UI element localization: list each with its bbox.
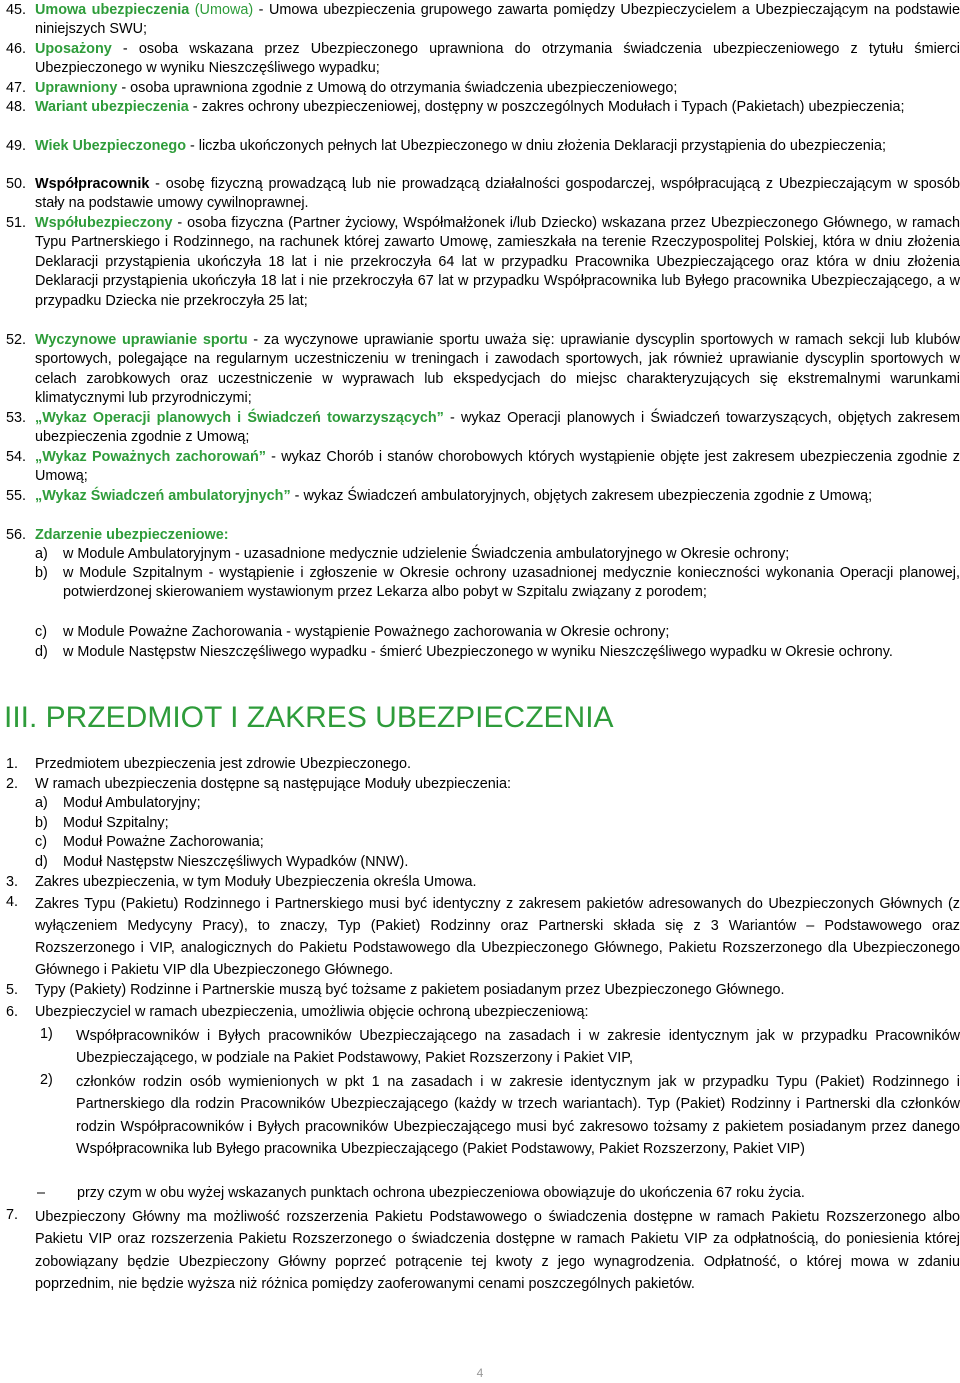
dash-text: przy czym w obu wyżej wskazanych punktach ochrona ubezpieczeniowa obowiązuje do ukończenia 67 roku życia. (77, 1185, 805, 1201)
definition-number: 53. (6, 410, 27, 426)
definition-number: 48. (6, 99, 27, 115)
point-2 (6, 775, 960, 794)
event-item-c (35, 623, 960, 642)
point-4 (6, 893, 960, 981)
point-number: 2. (6, 776, 19, 792)
event-item-label: b) (35, 565, 48, 581)
definition-number: 54. (6, 449, 27, 465)
point-6 (6, 1003, 960, 1022)
definition-48 (6, 98, 960, 117)
point-text: Typy (Pakiety) Rodzinne i Partnerskie muszą być tożsame z pakietem posiadanym przez Ubezpieczonego Głównego. (35, 982, 785, 998)
definition-53 (6, 409, 960, 448)
module-item-c (35, 833, 960, 852)
coverage-item-1 (40, 1025, 960, 1070)
point-3 (6, 873, 960, 892)
definition-47 (6, 79, 960, 98)
event-item-text: w Module Ambulatoryjnym - uzasadnione medycznie udzielenie Świadczenia ambulatoryjnego w Okresie ochrony; (63, 546, 790, 562)
definition-number: 51. (6, 215, 27, 231)
definition-text: - wykaz Chorób i stanów chorobowych których wystąpienie objęte jest zakresem ubezpieczenia zgodnie z Umową; (35, 449, 960, 485)
coverage-item-2 (40, 1071, 960, 1161)
point-text: Zakres ubezpieczenia, w tym Moduły Ubezpieczenia określa Umowa. (35, 874, 477, 890)
module-item-a (35, 794, 960, 813)
definition-term: Wiek Ubezpieczonego (35, 138, 186, 154)
definition-text: - osobę fizyczną prowadzącą lub nie prowadzącą działalności gospodarczej, współpracującą z Ubezpieczającym w sposób stały na podstawie umowy cywilnoprawnej. (35, 176, 960, 212)
point-1 (6, 755, 960, 774)
definition-number: 56. (6, 527, 27, 543)
event-item-a (35, 545, 960, 564)
definition-term: Zdarzenie ubezpieczeniowe: (35, 527, 229, 543)
dash-label: – (37, 1185, 46, 1201)
event-item-label: d) (35, 644, 48, 660)
definition-text: - osoba fizyczna (Partner życiowy, Współmałżonek i/lub Dziecko) wskazana przez Ubezpieczonego Głównego, w ramach Typu Partnerskiego i Rodzinnego, na rachunek której zawarto Umowę, zamieszkała na terenie Rzeczypospolitej Polskiej, która w dniu złożenia Deklaracji przystąpienia ukończyła 18 lat i nie przekroczyła 64 lat w przypadku Pracownika Ubezpieczającego oraz która w dniu złożenia Deklaracji przystąpienia ukończyła 18 lat i nie przekroczyła 67 lat w przypadku Współpracownika lub Byłego pracownika Ubezpieczającego, a w przypadku Dziecka nie przekroczyła 25 lat; (35, 215, 960, 309)
definition-text: - osoba wskazana przez Ubezpieczonego uprawniona do otrzymania świadczenia ubezpieczeniowego z tytułu śmierci Ubezpieczonego w wyniku Nieszczęśliwego wypadku; (35, 41, 960, 77)
event-item-label: c) (35, 624, 47, 640)
module-item-d (35, 853, 960, 872)
definition-45 (6, 1, 960, 40)
definition-term: Wyczynowe uprawianie sportu (35, 332, 248, 348)
definition-text: - Umowa ubezpieczenia grupowego zawarta pomiędzy Ubezpieczycielem a Ubezpieczającym na podstawie niniejszych SWU; (35, 2, 960, 38)
coverage-item-text: członków rodzin osób wymienionych w pkt 1 na zasadach i w zakresie identycznym jak w przypadku Typu (Pakiet) Rodzinnego i Partnerskiego dla rodzin Pracowników Ubezpieczającego (każdy w trzech wariantach). Typ (Pakiet) Rodzinny i Partnerski dla członków rodzin Współpracowników i Byłych pracowników Ubezpieczającego musi być zakresowo tożsamy z pakietem posiadanym przez danego Współpracownika lub Byłego pracownika Ubezpieczającego (Pakiet Podstawowy, Pakiet Rozszerzony, Pakiet VIP) (76, 1074, 960, 1158)
definition-text: - wykaz Świadczeń ambulatoryjnych, objętych zakresem ubezpieczenia zgodnie z Umową; (290, 488, 873, 504)
event-item-text: w Module Szpitalnym - wystąpienie i zgłoszenie w Okresie ochrony uzasadnionej medycznie konieczności wykonania Operacji planowej, potwierdzonej skierowaniem wystawionym przez Lekarza albo pobyt w Szpitalu związany z porodem; (63, 565, 960, 601)
definition-number: 45. (6, 2, 27, 18)
module-item-text: Moduł Szpitalny; (63, 815, 169, 831)
point-5 (6, 981, 960, 1000)
definition-term: Uprawniony (35, 80, 118, 96)
definition-term: Współubezpieczony (35, 215, 173, 231)
definition-number: 46. (6, 41, 27, 57)
coverage-item-text: Współpracowników i Byłych pracowników Ubezpieczającego na zasadach i w zakresie identycznym jak w przypadku Pracowników Ubezpieczającego, w podziale na Pakiet Podstawowy, Pakiet Rozszerzony i Pakiet VIP, (76, 1028, 960, 1067)
definition-text: - za wyczynowe uprawianie sportu uważa się: uprawianie dyscyplin sportowych w ramach sekcji lub klubów sportowych, polegające na regularnym uczestniczeniu w treningach i zawodach sportowych, jak również uprawianie dyscyplin sportowych w celach zarobkowych oraz uczestniczenie w wyprawach lub ekspedycjach do miejsc charakteryzujących się ekstremalnymi warunkami klimatycznymi lub przyrodniczymi; (35, 332, 960, 407)
point-number: 1. (6, 756, 19, 772)
definition-text: - zakres ochrony ubezpieczeniowej, dostępny w poszczególnych Modułach i Typach (Pakietach) ubezpieczenia; (188, 99, 905, 115)
definition-number: 49. (6, 138, 27, 154)
definition-number: 55. (6, 488, 27, 504)
module-item-label: a) (35, 795, 48, 811)
point-text: Zakres Typu (Pakietu) Rodzinnego i Partnerskiego musi być identyczny z zakresem pakietów adresowanych do Ubezpieczonych Głównych (z wyłączeniem Medycyny Pracy), to znaczy, Typ (Pakiet) Rodzinny oraz Partnerski składa się z 3 Wariantów – Podstawowego oraz Rozszerzonego i VIP, analogicznych do Pakietu Podstawowego dla Ubezpieczonego Głównego, Pakietu Rozszerzonego dla Ubezpieczonego Głównego i Pakietu VIP dla Ubezpieczonego Głównego. (35, 896, 960, 978)
coverage-dash-note (37, 1184, 960, 1203)
coverage-item-label: 1) (40, 1026, 53, 1042)
definition-text: - liczba ukończonych pełnych lat Ubezpieczonego w dniu złożenia Deklaracji przystąpienia do ubezpieczenia; (186, 138, 886, 154)
module-item-b (35, 814, 960, 833)
event-item-label: a) (35, 546, 48, 562)
module-item-label: c) (35, 834, 47, 850)
point-text: W ramach ubezpieczenia dostępne są następujące Moduły ubezpieczenia: (35, 776, 511, 792)
page-number: 4 (476, 1366, 484, 1380)
point-text: Ubezpieczony Główny ma możliwość rozszerzenia Pakietu Podstawowego o świadczenia dostępne w ramach Pakietu Rozszerzonego albo Pakietu VIP oraz rozszerzenia Pakietu Rozszerzonego o świadczenia dostępne w ramach Pakietu VIP za odpłatnością, do poniesienia której zobowiązany będzie Ubezpieczony Główny poprzeć potrącenie tej kwoty z jego wynagrodzenia. Odpłatność, o której mowa w zdaniu poprzednim, nie będzie wyższa niż różnica pomiędzy zaoferowanymi cenami poszczególnych pakietów. (35, 1209, 960, 1293)
point-number: 4. (6, 894, 19, 910)
definition-number: 52. (6, 332, 27, 348)
definition-number: 47. (6, 80, 27, 96)
definition-49 (6, 137, 960, 156)
definition-54 (6, 448, 960, 487)
definition-term: „Wykaz Poważnych zachorowań” (35, 449, 266, 465)
coverage-item-label: 2) (40, 1072, 53, 1088)
definition-term: „Wykaz Operacji planowych i Świadczeń towarzyszących” (35, 410, 444, 426)
definition-term: Umowa ubezpieczenia (35, 2, 190, 18)
definition-term: Współpracownik (35, 176, 150, 192)
module-item-text: Moduł Następstw Nieszczęśliwych Wypadków (NNW). (63, 854, 409, 870)
point-text: Ubezpieczyciel w ramach ubezpieczenia, umożliwia objęcie ochroną ubezpieczeniową: (35, 1004, 589, 1020)
point-7 (6, 1206, 960, 1296)
module-item-text: Moduł Ambulatoryjny; (63, 795, 201, 811)
point-text: Przedmiotem ubezpieczenia jest zdrowie Ubezpieczonego. (35, 756, 411, 772)
module-item-text: Moduł Poważne Zachorowania; (63, 834, 264, 850)
point-number: 5. (6, 982, 19, 998)
definition-text: - osoba uprawniona zgodnie z Umową do otrzymania świadczenia ubezpieczeniowego; (117, 80, 678, 96)
module-item-label: b) (35, 815, 48, 831)
point-number: 7. (6, 1207, 19, 1223)
section-heading: III. PRZEDMIOT I ZAKRES UBEZPIECZENIA (4, 701, 614, 734)
event-item-text: w Module Następstw Nieszczęśliwego wypadku - śmierć Ubezpieczonego w wyniku Nieszczęśliwego wypadku w Okresie ochrony. (63, 644, 893, 660)
definition-46 (6, 40, 960, 79)
definition-50 (6, 175, 960, 214)
point-number: 6. (6, 1004, 19, 1020)
definition-text: - wykaz Operacji planowych i Świadczeń towarzyszących, objętych zakresem ubezpieczenia zgodnie z Umową; (35, 410, 960, 446)
definition-52 (6, 331, 960, 409)
definition-number: 50. (6, 176, 27, 192)
definition-term-abbrev: (Umowa) (194, 2, 254, 18)
definition-term: „Wykaz Świadczeń ambulatoryjnych” (35, 488, 291, 504)
module-item-label: d) (35, 854, 48, 870)
definition-51 (6, 214, 960, 311)
definition-56 (6, 526, 960, 545)
event-item-d (35, 643, 960, 662)
event-item-text: w Module Poważne Zachorowania - wystąpienie Poważnego zachorowania w Okresie ochrony; (63, 624, 670, 640)
event-item-b (35, 564, 960, 603)
definition-55 (6, 487, 960, 506)
definition-term: Uposażony (35, 41, 112, 57)
point-number: 3. (6, 874, 19, 890)
definition-term: Wariant ubezpieczenia (35, 99, 189, 115)
